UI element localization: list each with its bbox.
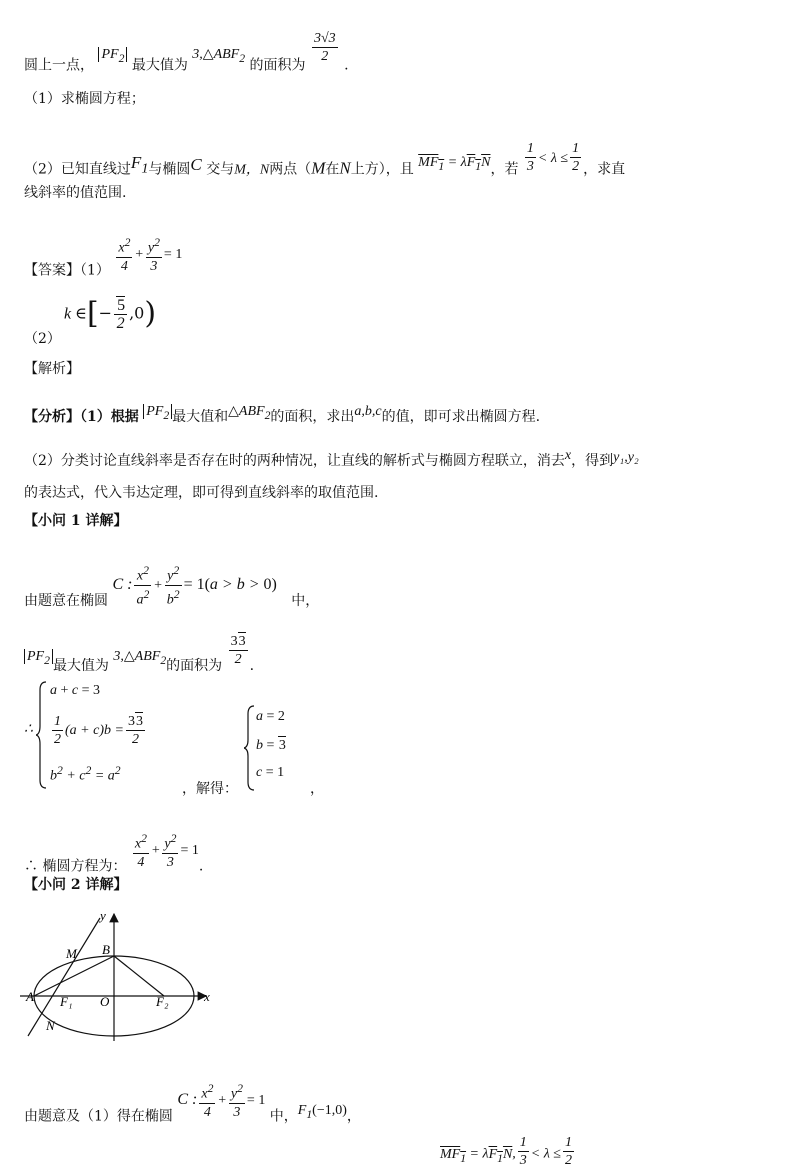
comma: ， bbox=[310, 781, 324, 797]
solve-label: ，解得： bbox=[182, 781, 238, 797]
text: . bbox=[344, 57, 349, 74]
label-b: B bbox=[102, 942, 110, 957]
d5: $MF_1 = \lambda F_1N$, $\frac{1}{3}$ < λ ≤ $\frac{1}{2}$ bbox=[440, 1135, 572, 1168]
vector-eq: $MF_1 = \lambda F_1N$ bbox=[418, 154, 491, 173]
label-f2: F₂ bbox=[156, 994, 169, 1009]
label-a: A bbox=[26, 989, 34, 1004]
brace-left-1 bbox=[36, 680, 48, 790]
label-x: x bbox=[204, 989, 210, 1004]
d4: 由题意及（1）得在椭圆 C : $\frac{x^2}{4}$ + $\frac{y^2}{3}$ = 1 中，$F_1(-1,0)$， bbox=[24, 1082, 361, 1125]
answer-2-label: （2） bbox=[24, 331, 61, 347]
text: 最大值为 bbox=[131, 57, 188, 74]
answer-2-expr: k ∈[− $\frac{5}{2}$ ,0) bbox=[64, 296, 157, 332]
sub-2-heading: 【小问 2 详解】 bbox=[24, 877, 128, 893]
fenxi-2: （2）分类讨论直线斜率是否存在时的两种情况，让直线的解析式与椭圆方程联立，消去x，得到y₁,y₂ bbox=[24, 448, 639, 469]
text: 的面积为 bbox=[249, 57, 306, 74]
sys2-eq1: a = 2 bbox=[256, 709, 285, 724]
question-2-cont: 线斜率的值范围. bbox=[24, 185, 127, 201]
label-y: y bbox=[100, 908, 106, 923]
d2: $PF_2$ 最大值为 $3,\triangle ABF_2$的面积为 $\frac{33}{2}$ . bbox=[24, 648, 254, 684]
sys2-eq2: b = 3 bbox=[256, 738, 286, 753]
sys1-eq2: $\frac{1}{2}$ (a + c)b = $\frac{33}{2}$ bbox=[54, 713, 143, 747]
ellipse-figure bbox=[20, 906, 220, 1046]
line-1 bbox=[24, 31, 349, 83]
d1: 由题意在椭圆 C : $\frac{x^2}{a^2}$ + $\frac{y^2}{b^2}$ = 1(a > b > 0) 中， bbox=[24, 564, 320, 610]
sys2-eq3: c = 1 bbox=[256, 765, 285, 780]
jiexi-heading: 【解析】 bbox=[24, 361, 80, 377]
brace-left-2 bbox=[244, 704, 256, 792]
pf2-abs: $PF_2$ bbox=[98, 47, 127, 62]
label-f1: F₁ bbox=[60, 994, 73, 1009]
sub-1-heading: 【小问 1 详解】 bbox=[24, 513, 128, 529]
label-n: N bbox=[46, 1018, 55, 1033]
triangle-label: $3,\triangle ABF_2$ bbox=[192, 46, 246, 65]
sys1-eq3: $b^2 + c^2 = a^2$ bbox=[50, 764, 121, 784]
label-m: M bbox=[66, 946, 77, 961]
d3: ∴ 椭圆方程为： $\frac{x^2}{4}$ + $\frac{y^2}{3}$ = 1. bbox=[24, 832, 204, 875]
fenxi-1: 【分析】（1）根据 $PF_2$ 最大值和$\triangle ABF_2$的面积，求出a,b,c的值，即可求出椭圆方程. bbox=[24, 404, 541, 425]
fenxi-2-cont: 的表达式，代入韦达定理，即可得到直线斜率的取值范围. bbox=[24, 485, 379, 501]
answer-1: 【答案】（1） $\frac{x^2}{4}$ + $\frac{y^2}{3}$ = 1 bbox=[24, 236, 183, 279]
label-o: O bbox=[100, 994, 110, 1009]
text: 圆上一点， bbox=[24, 57, 94, 74]
question-2: （2）已知直线过$F_1$与椭圆C 交与M，N两点（M在N上方），且 $MF_1 = \lambda F_1N$，若 $\frac{1}{3}$ < λ ≤ $\frac{1}{2}$ ，求直 bbox=[24, 141, 626, 178]
segment-ab bbox=[34, 956, 114, 996]
area-fraction: $\frac{3√3}{2}$ bbox=[313, 31, 336, 64]
line-mn bbox=[28, 918, 100, 1036]
sys1-eq1: a + c = 3 bbox=[50, 683, 101, 698]
question-1: （1）求椭圆方程； bbox=[24, 91, 145, 107]
therefore: ∴ bbox=[24, 722, 33, 737]
